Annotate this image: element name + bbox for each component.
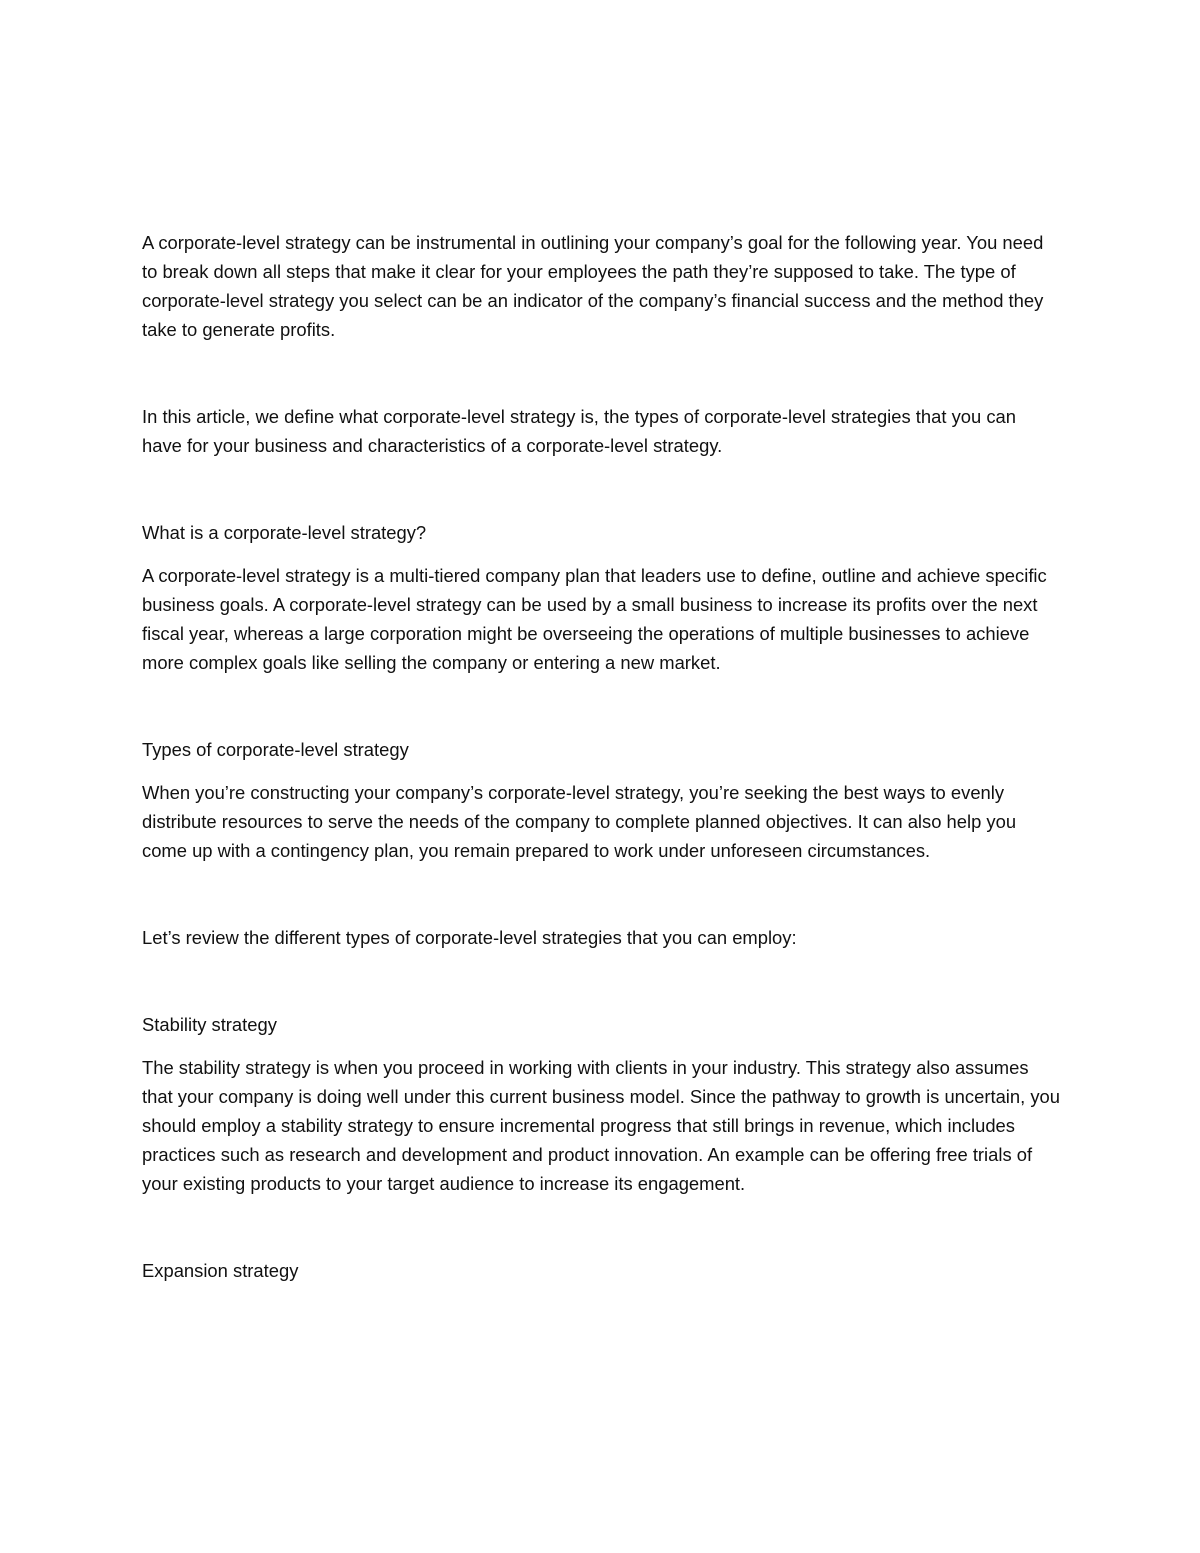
- review-paragraph: Let’s review the different types of corporate-level strategies that you can employ:: [142, 927, 797, 948]
- what-is-paragraph: A corporate-level strategy is a multi-tiered company plan that leaders use to define, outline and achieve specific business goals. A corporate-level strategy can be used by a small business to increase its profits over the next fiscal year, whereas a large corporation might be overseeing the operations of multiple businesses to achieve more complex goals like selling the company or entering a new market.: [142, 565, 1047, 673]
- types-paragraph: When you’re constructing your company’s corporate-level strategy, you’re seeking the best ways to evenly distribute resources to serve the needs of the company to complete planned objectives. It can also help you come up with a contingency plan, you remain prepared to work under unforeseen circumstances.: [142, 782, 1017, 861]
- expansion-heading: Expansion strategy: [142, 1260, 299, 1281]
- intro-paragraph: A corporate-level strategy can be instrumental in outlining your company’s goal for the following year. You need to break down all steps that make it clear for your employees the path they’re supposed to take. The type of corporate-level strategy you select can be an indicator of the company’s financial success and the method they take to generate profits.: [142, 232, 1044, 340]
- stability-paragraph: The stability strategy is when you proceed in working with clients in your industry. This strategy also assumes that your company is doing well under this current business model. Since the pathway to growth is uncertain, you should employ a stability strategy to ensure incremental progress that still brings in revenue, which includes practices such as research and development and product innovation. An example can be offering free trials of your existing products to your target audience to increase its engagement.: [142, 1057, 1060, 1194]
- document-body: [142, 228, 1060, 1285]
- stability-heading: Stability strategy: [142, 1014, 277, 1035]
- article-overview-paragraph: In this article, we define what corporate-level strategy is, the types of corporate-level strategies that you can have for your business and characteristics of a corporate-level strategy.: [142, 406, 1016, 456]
- types-heading: Types of corporate-level strategy: [142, 739, 409, 760]
- what-is-heading: What is a corporate-level strategy?: [142, 522, 427, 543]
